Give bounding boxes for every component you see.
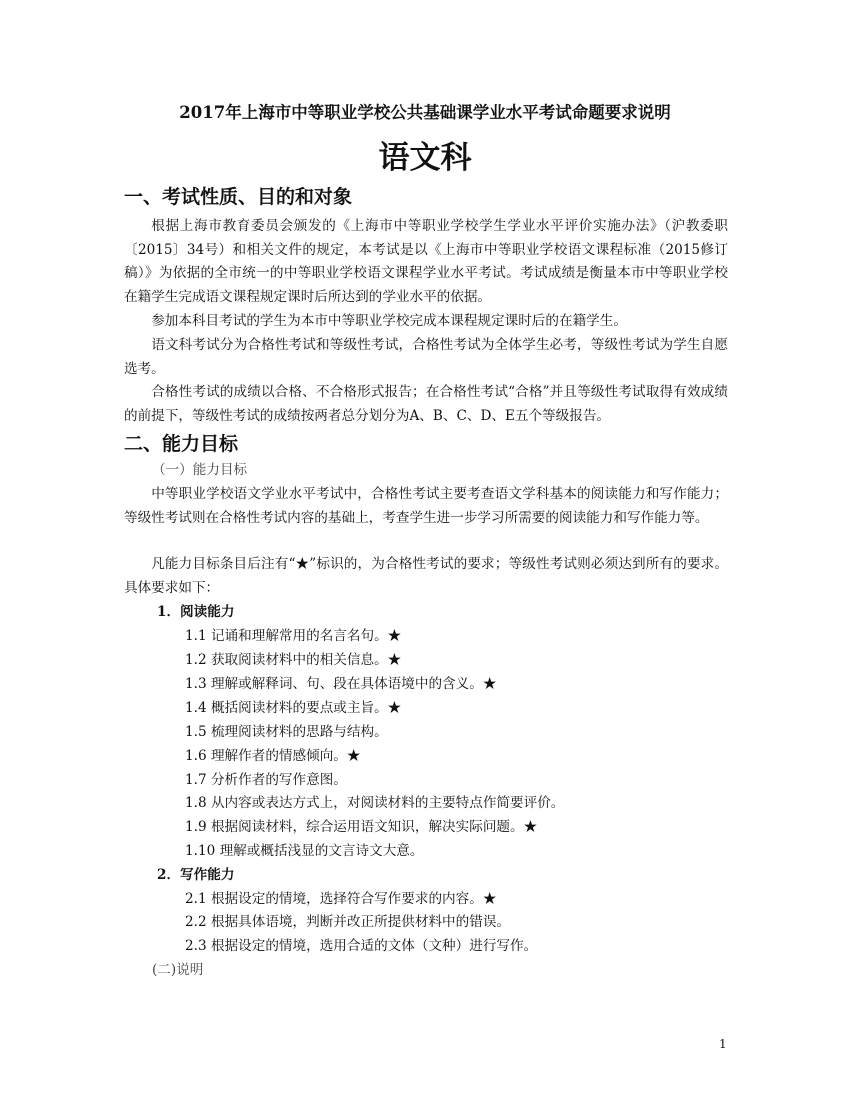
list-item: 1.5 梳理阅读材料的思路与结构。 bbox=[185, 724, 388, 740]
list-item: 1.6 理解作者的情感倾向。★ bbox=[185, 748, 361, 764]
subsection-heading: (二)说明 bbox=[152, 962, 204, 978]
list-item: 2.2 根据具体语境，判断并改正所提供材料中的错误。 bbox=[185, 914, 511, 930]
subsection-heading: （一）能力目标 bbox=[152, 462, 248, 478]
section1-paragraph: 合格性考试的成绩以合格、不合格形式报告；在合格性考试“合格”并且等级性考试取得有效成绩的前提下，等级性考试的成绩按两者总分划分为A、B、C、D、E五个等级报告。 bbox=[124, 384, 728, 424]
list-item: 2.1 根据设定的情境，选择符合写作要求的内容。★ bbox=[185, 891, 497, 907]
section2-paragraph: 中等职业学校语文学业水平考试中，合格性考试主要考查语文学科基本的阅读能力和写作能力；等级性考试则在合格性考试内容的基础上，考查学生进一步学习所需要的阅读能力和写作能力等。 bbox=[124, 486, 728, 526]
section1-paragraph: 根据上海市教育委员会颁发的《上海市中等职业学校学生学业水平评价实施办法》（沪教委职〔2015〕34号）和相关文件的规定，本考试是以《上海市中等职业学校语文课程标准（2015修订稿）》为依据的全市统一的中等职业学校语文课程学业水平考试。考试成绩是衡量本市中等职业学校在籍学生完成语文课程规定课时后所达到的学业水平的依据。 bbox=[124, 218, 728, 305]
list-item: 1.1 记诵和理解常用的名言名句。★ bbox=[185, 628, 402, 644]
list-item: 1.2 获取阅读材料中的相关信息。★ bbox=[185, 652, 402, 668]
list-item: 1.9 根据阅读材料，综合运用语文知识，解决实际问题。★ bbox=[185, 819, 538, 835]
section2-paragraph: 凡能力目标条目后注有“★”标识的，为合格性考试的要求；等级性考试则必须达到所有的要求。具体要求如下： bbox=[124, 556, 728, 596]
section-heading-1: 一、考试性质、目的和对象 bbox=[124, 186, 353, 208]
reading-ability-heading: 1．阅读能力 bbox=[157, 604, 235, 620]
writing-ability-heading: 2．写作能力 bbox=[157, 867, 235, 883]
list-item: 1.3 理解或解释词、句、段在具体语境中的含义。★ bbox=[185, 676, 497, 692]
section-heading-2: 二、能力目标 bbox=[124, 433, 239, 455]
document-subtitle: 语文科 bbox=[378, 140, 472, 176]
section1-paragraph: 语文科考试分为合格性考试和等级性考试，合格性考试为全体学生必考，等级性考试为学生自愿选考。 bbox=[124, 337, 728, 377]
list-item: 1.8 从内容或表达方式上，对阅读材料的主要特点作简要评价。 bbox=[185, 795, 565, 811]
section1-paragraph: 参加本科目考试的学生为本市中等职业学校完成本课程规定课时后的在籍学生。 bbox=[151, 313, 627, 329]
page-number: 1 bbox=[719, 1037, 727, 1051]
document-title: 2017年上海市中等职业学校公共基础课学业水平考试命题要求说明 bbox=[179, 103, 671, 122]
list-item: 1.10 理解或概括浅显的文言诗文大意。 bbox=[185, 843, 424, 859]
list-item: 1.4 概括阅读材料的要点或主旨。★ bbox=[185, 700, 402, 716]
list-item: 2.3 根据设定的情境，选用合适的文体（文种）进行写作。 bbox=[185, 938, 538, 954]
list-item: 1.7 分析作者的写作意图。 bbox=[185, 772, 347, 788]
